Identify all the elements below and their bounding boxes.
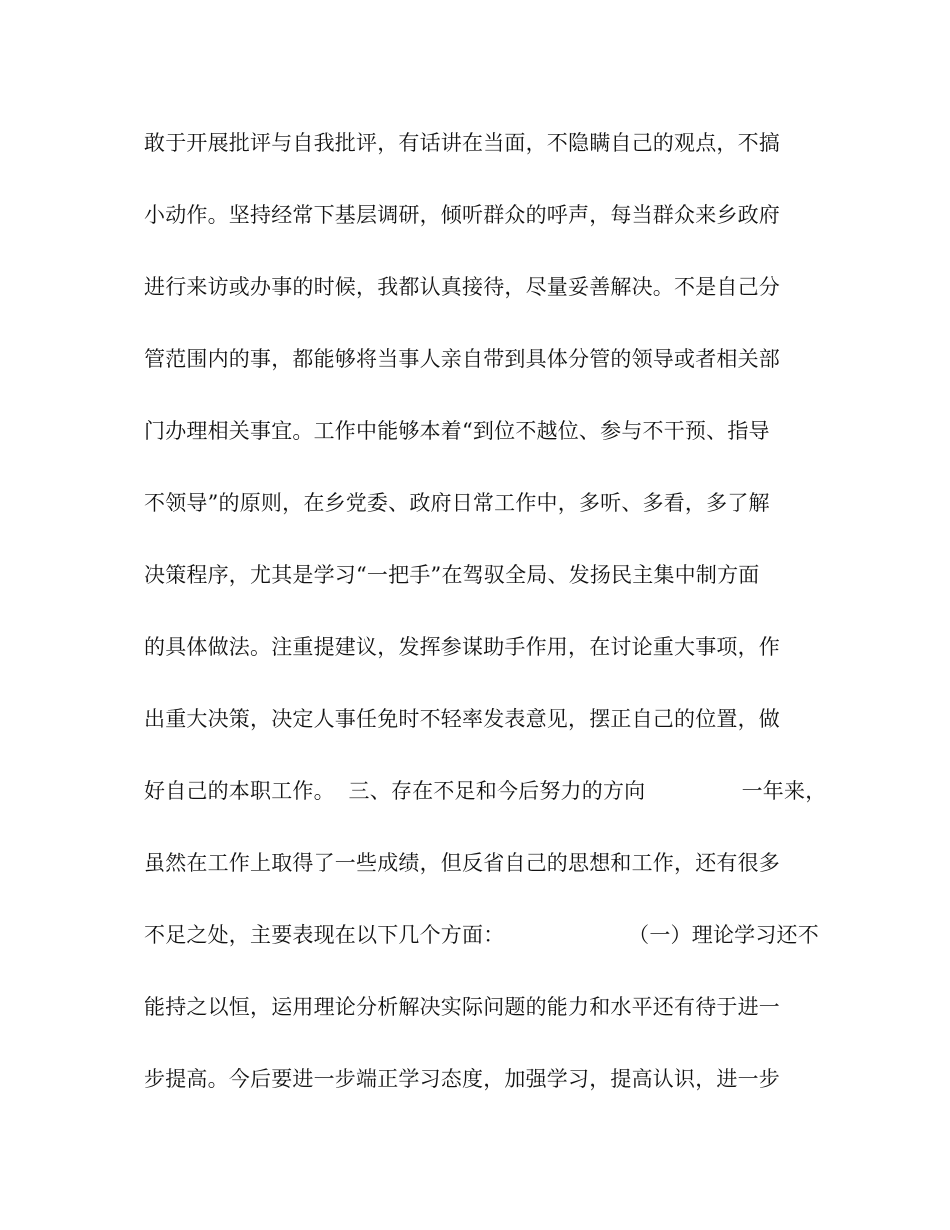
text-line: 进行来访或办事的时候，我都认真接待，尽量妥善解决。不是自己分 — [144, 275, 780, 299]
text-line: 门办理相关事宜。工作中能够本着“到位不越位、参与不干预、指导 — [144, 419, 770, 443]
body-text — [144, 123, 834, 1131]
text-line: 出重大决策，决定人事任免时不轻率发表意见，摆正自己的位置，做 — [144, 707, 780, 731]
text-line: 敢于开展批评与自我批评，有话讲在当面，不隐瞒自己的观点，不搞 — [144, 131, 780, 155]
text-line: 的具体做法。注重提建议，发挥参谋助手作用，在讨论重大事项，作 — [144, 635, 780, 659]
text-line: 好自己的本职工作。 三、存在不足和今后努力的方向 一年来， — [144, 779, 827, 803]
text-line: 步提高。今后要进一步端正学习态度，加强学习，提高认识，进一步 — [144, 1067, 780, 1091]
text-line: 小动作。坚持经常下基层调研，倾听群众的呼声，每当群众来乡政府 — [144, 203, 780, 227]
text-line: 不足之处，主要表现在以下几个方面： （一）理论学习还不 — [144, 923, 819, 947]
text-line: 虽然在工作上取得了一些成绩，但反省自己的思想和工作，还有很多 — [144, 851, 780, 875]
text-line: 能持之以恒，运用理论分析解决实际问题的能力和水平还有待于进一 — [144, 995, 780, 1019]
text-line: 不领导”的原则，在乡党委、政府日常工作中，多听、多看，多了解 — [144, 491, 770, 515]
text-line: 管范围内的事，都能够将当事人亲自带到具体分管的领导或者相关部 — [144, 347, 780, 371]
text-line: 决策程序，尤其是学习“一把手”在驾驭全局、发扬民主集中制方面 — [144, 563, 760, 587]
